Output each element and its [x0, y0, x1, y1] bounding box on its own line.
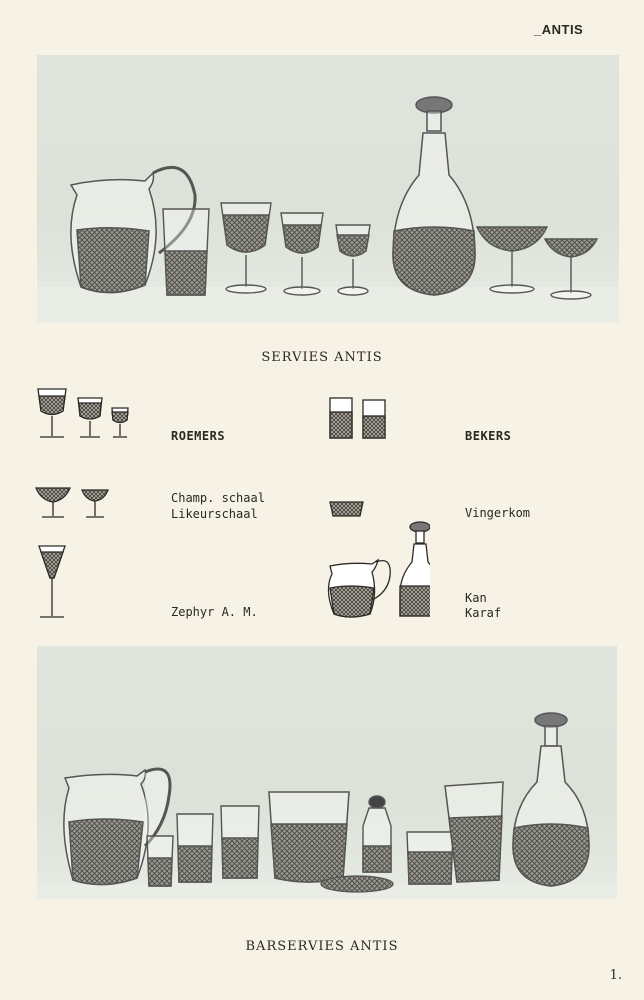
photo-table-service	[37, 55, 619, 322]
likeur-bowl-icon	[82, 490, 108, 517]
label-likeurschaal: Likeurschaal	[171, 507, 258, 521]
roemer-large-icon	[38, 389, 66, 437]
beker-medium-icon	[363, 400, 385, 438]
champagne-bowl-icon	[36, 488, 70, 517]
label-zephyr: Zephyr A. M.	[171, 605, 258, 619]
running-head: _ANTIS	[534, 22, 584, 37]
caption-servies-antis: SERVIES ANTIS	[261, 350, 383, 365]
label-vingerkom: Vingerkom	[465, 506, 531, 520]
label-bekers: BEKERS	[465, 429, 512, 443]
photo-bar-service	[37, 646, 617, 899]
beker-tall-icon	[330, 398, 352, 438]
jug-icon	[328, 560, 390, 617]
label-roemers: ROEMERS	[171, 429, 226, 443]
caption-barservies-antis: BARSERVIES ANTIS	[245, 939, 399, 954]
label-karaf: Karaf	[465, 606, 502, 620]
page-number: 1.	[609, 968, 622, 983]
roemer-small-icon	[112, 408, 128, 437]
label-kan: Kan	[465, 591, 487, 605]
label-champ-schaal: Champ. schaal	[171, 491, 265, 505]
zephyr-flute-icon	[39, 546, 65, 617]
roemer-medium-icon	[78, 398, 102, 437]
finger-bowl-icon	[330, 502, 363, 516]
decanter-icon	[400, 522, 430, 616]
